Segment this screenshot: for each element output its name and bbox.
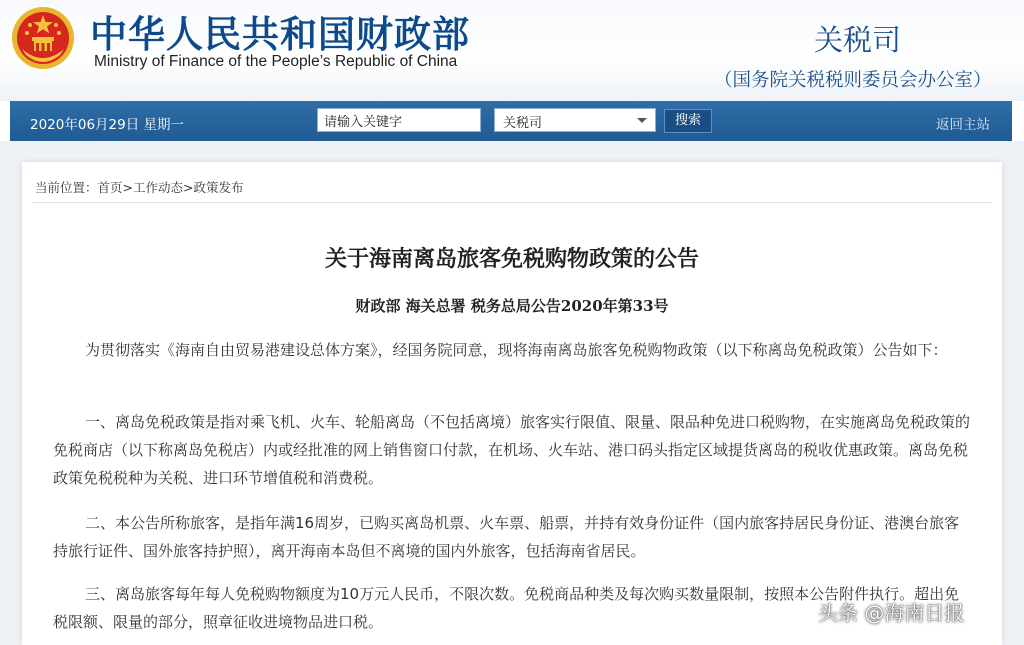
search-button[interactable]: 搜索: [664, 109, 712, 133]
department-subtitle: （国务院关税税则委员会办公室）: [714, 70, 992, 91]
national-emblem-icon: [10, 5, 76, 71]
department-select[interactable]: [494, 108, 656, 132]
ministry-name-en: Ministry of Finance of the People’s Republic of China: [94, 53, 458, 70]
document-number: 财政部 海关总署 税务总局公告2020年第33号: [355, 297, 669, 315]
nav-bar: [10, 101, 1012, 141]
site-header: [0, 0, 1024, 101]
search-input[interactable]: [317, 108, 481, 132]
article-paragraph: 三、离岛旅客每年每人免税购物额度为10万元人民币，不限次数。免税商品种类及每次购买数量限制，按照本公告附件执行。超出免税限额、限量的部分，照章征收进境物品进口税。: [53, 585, 960, 631]
article-panel: [22, 162, 1002, 645]
chevron-down-icon: [637, 118, 647, 123]
article-paragraph: 二、本公告所称旅客，是指年满16周岁，已购买离岛机票、火车票、船票，并持有效身份证件（国内旅客持居民身份证、港澳台旅客持旅行证件、国外旅客持护照），离开海南本岛但不离境的国内外旅客，包括海南省居民。: [53, 514, 960, 560]
current-date: 2020年06月29日 星期一: [30, 117, 185, 133]
article-title: 关于海南离岛旅客免税购物政策的公告: [324, 247, 699, 272]
breadcrumb: 当前位置：首页>工作动态>政策发布: [35, 180, 244, 195]
breadcrumb-divider: [32, 202, 992, 203]
return-home-link[interactable]: 返回主站: [936, 117, 990, 133]
department-select-value: 关税司: [503, 116, 543, 131]
article-paragraph: 一、离岛免税政策是指对乘飞机、火车、轮船离岛（不包括离境）旅客实行限值、限量、限品种免进口税购物，在实施离岛免税政策的免税商店（以下称离岛免税店）内或经批准的网上销售窗口付款，在机场、火车站、港口码头指定区域提货离岛的税收优惠政策。离岛免税政策免税税种为关税、进口环节增值税和消费税。: [53, 413, 971, 487]
ministry-name-cn: 中华人民共和国财政部: [90, 13, 470, 56]
source-watermark: 头条 @海南日报: [818, 601, 965, 625]
department-name: 关税司: [814, 23, 902, 57]
article-paragraph: 为贯彻落实《海南自由贸易港建设总体方案》，经国务院同意，现将海南离岛旅客免税购物政策（以下称离岛免税政策）公告如下：: [85, 341, 948, 359]
